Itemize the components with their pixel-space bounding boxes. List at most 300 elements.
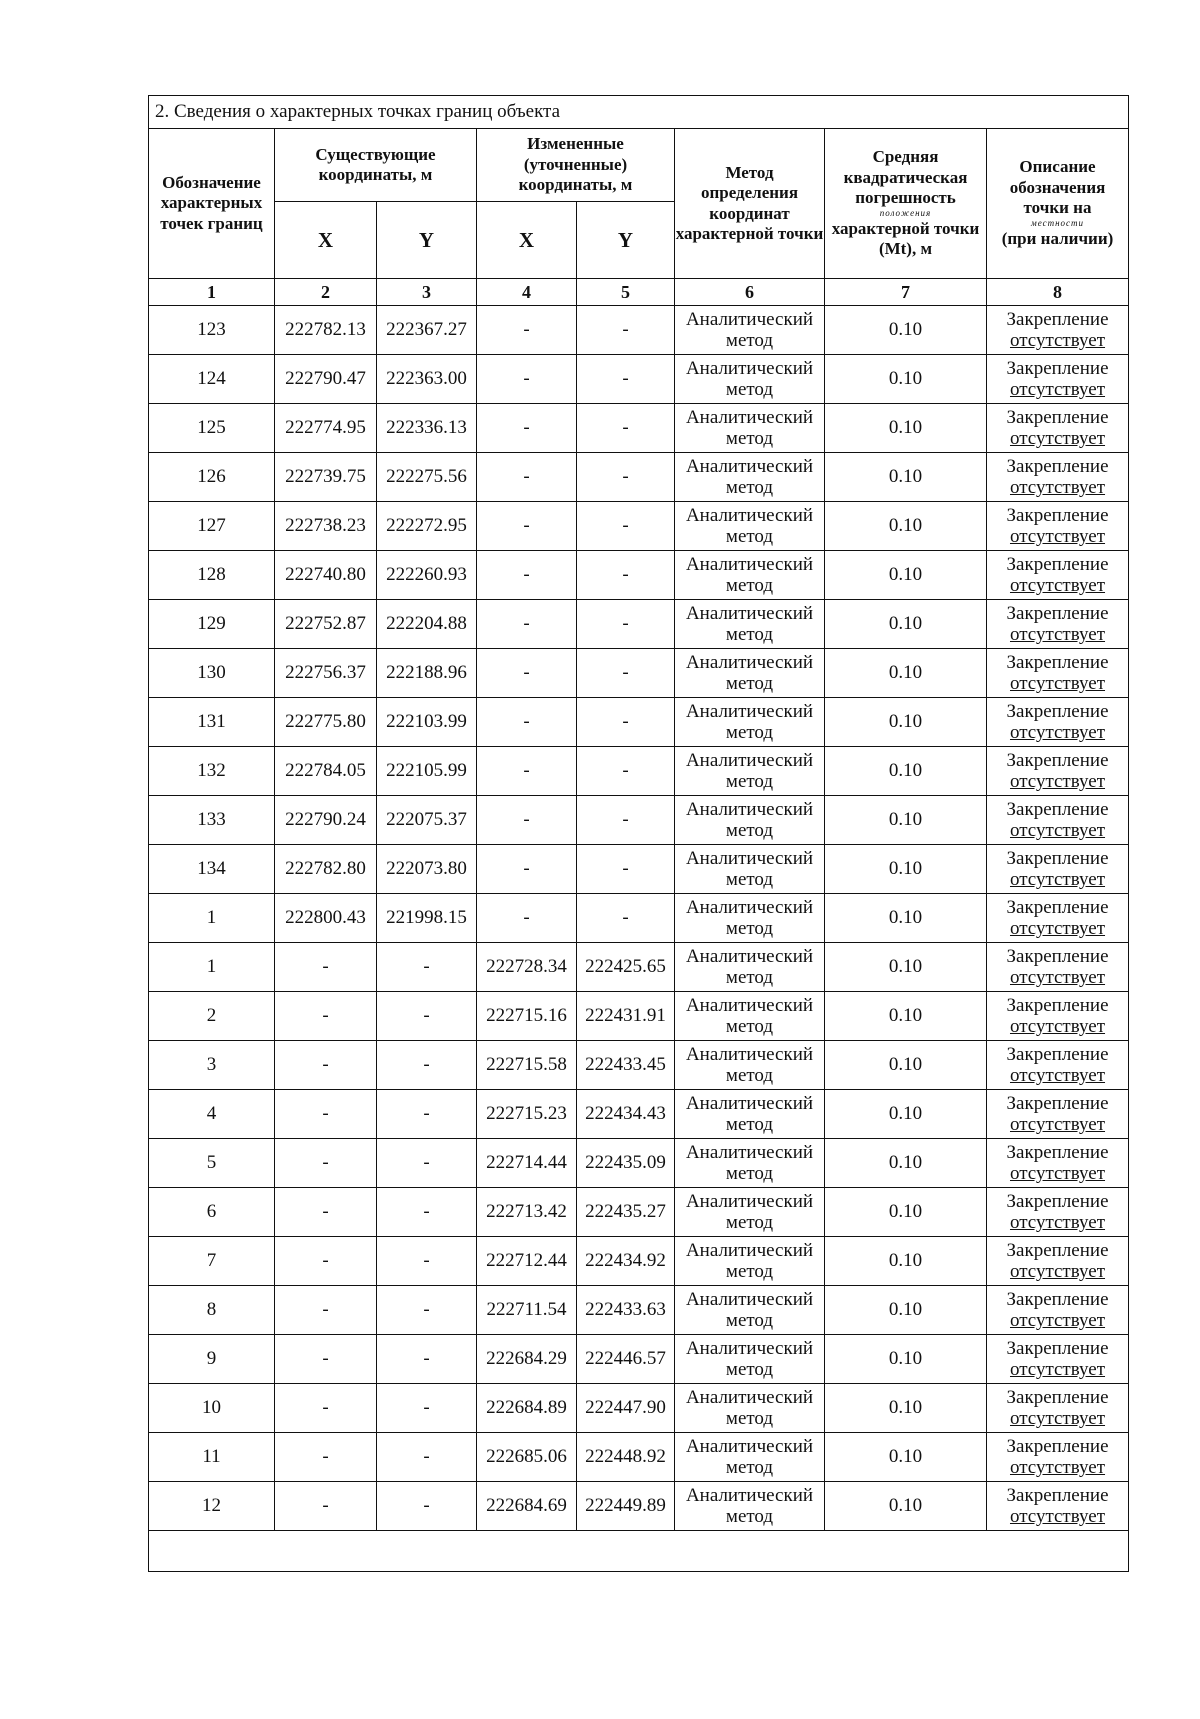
method-text: метод <box>725 1359 774 1380</box>
existing-y-cell: - <box>377 1090 477 1139</box>
error-cell: 0.10 <box>825 845 987 894</box>
description-text: отсутствует <box>1009 1163 1106 1184</box>
existing-x-cell: - <box>275 1188 377 1237</box>
method-cell <box>675 747 825 796</box>
error-cell: 0.10 <box>825 747 987 796</box>
point-cell: 123 <box>149 306 275 355</box>
description-text: отсутствует <box>1009 1212 1106 1233</box>
changed-y-cell: - <box>577 796 675 845</box>
method-text: Аналитический <box>685 1239 814 1261</box>
description-text: отсутствует <box>1009 673 1106 694</box>
changed-x-cell: 222713.42 <box>477 1188 577 1237</box>
existing-y-cell: 222075.37 <box>377 796 477 845</box>
changed-y-cell: - <box>577 306 675 355</box>
description-text: Закрепление <box>1006 1288 1109 1310</box>
description-cell <box>987 306 1129 355</box>
error-cell: 0.10 <box>825 796 987 845</box>
changed-x-cell: - <box>477 502 577 551</box>
method-cell <box>675 845 825 894</box>
description-cell <box>987 453 1129 502</box>
description-text: Закрепление <box>1006 896 1109 918</box>
existing-x-cell: 222782.80 <box>275 845 377 894</box>
method-text: метод <box>725 1408 774 1429</box>
method-text: метод <box>725 379 774 400</box>
existing-y-cell: 222260.93 <box>377 551 477 600</box>
changed-x-cell: - <box>477 453 577 502</box>
description-cell <box>987 894 1129 943</box>
changed-y-cell: - <box>577 551 675 600</box>
description-cell <box>987 649 1129 698</box>
method-text: метод <box>725 869 774 890</box>
method-text: метод <box>725 1457 774 1478</box>
changed-x-cell: - <box>477 698 577 747</box>
method-text: метод <box>725 1261 774 1282</box>
method-cell <box>675 1237 825 1286</box>
column-number: 5 <box>577 279 675 306</box>
changed-y-cell: - <box>577 502 675 551</box>
description-text: отсутствует <box>1009 477 1106 498</box>
method-text: Аналитический <box>685 1190 814 1212</box>
error-cell: 0.10 <box>825 698 987 747</box>
header-existing-y: Y <box>377 202 477 279</box>
point-cell: 2 <box>149 992 275 1041</box>
description-cell <box>987 551 1129 600</box>
point-cell: 12 <box>149 1482 275 1531</box>
changed-x-cell: - <box>477 355 577 404</box>
method-text: Аналитический <box>685 700 814 722</box>
description-text: отсутствует <box>1009 967 1106 988</box>
description-text: Закрепление <box>1006 749 1109 771</box>
method-text: метод <box>725 1212 774 1233</box>
changed-x-cell: - <box>477 551 577 600</box>
description-text: отсутствует <box>1009 1310 1106 1331</box>
method-text: Аналитический <box>685 553 814 575</box>
changed-y-cell: - <box>577 894 675 943</box>
point-cell: 4 <box>149 1090 275 1139</box>
error-cell: 0.10 <box>825 404 987 453</box>
error-cell: 0.10 <box>825 649 987 698</box>
method-cell <box>675 894 825 943</box>
error-cell: 0.10 <box>825 551 987 600</box>
method-text: метод <box>725 428 774 449</box>
column-number: 2 <box>275 279 377 306</box>
description-cell <box>987 796 1129 845</box>
changed-x-cell: - <box>477 600 577 649</box>
description-text: отсутствует <box>1009 869 1106 890</box>
header-error <box>825 129 987 279</box>
point-cell: 1 <box>149 943 275 992</box>
header-method: Метод определения координат характерной точки <box>675 129 825 279</box>
table-row <box>149 845 1129 894</box>
changed-x-cell: 222711.54 <box>477 1286 577 1335</box>
method-text: метод <box>725 1163 774 1184</box>
changed-y-cell: - <box>577 845 675 894</box>
changed-x-cell: 222684.89 <box>477 1384 577 1433</box>
table-row <box>149 551 1129 600</box>
header-changed-x: X <box>477 202 577 279</box>
existing-y-cell: - <box>377 1286 477 1335</box>
method-cell <box>675 649 825 698</box>
changed-x-cell: - <box>477 796 577 845</box>
existing-y-cell: 222204.88 <box>377 600 477 649</box>
description-cell <box>987 1237 1129 1286</box>
method-text: Аналитический <box>685 896 814 918</box>
header-existing-x: X <box>275 202 377 279</box>
existing-x-cell: 222752.87 <box>275 600 377 649</box>
description-text: Закрепление <box>1006 455 1109 477</box>
method-cell <box>675 1286 825 1335</box>
existing-x-cell: - <box>275 1335 377 1384</box>
description-text: отсутствует <box>1009 428 1106 449</box>
changed-x-cell: 222684.69 <box>477 1482 577 1531</box>
empty-footer-cell <box>149 1531 1129 1572</box>
description-text: отсутствует <box>1009 1408 1106 1429</box>
existing-x-cell: - <box>275 1237 377 1286</box>
changed-x-cell: - <box>477 845 577 894</box>
method-cell <box>675 943 825 992</box>
existing-y-cell: 222105.99 <box>377 747 477 796</box>
method-text: метод <box>725 526 774 547</box>
column-number-row <box>149 279 1129 306</box>
existing-y-cell: 222275.56 <box>377 453 477 502</box>
method-cell <box>675 600 825 649</box>
error-cell: 0.10 <box>825 502 987 551</box>
method-text: метод <box>725 1114 774 1135</box>
error-cell: 0.10 <box>825 894 987 943</box>
point-cell: 127 <box>149 502 275 551</box>
point-cell: 10 <box>149 1384 275 1433</box>
method-text: метод <box>725 1065 774 1086</box>
existing-y-cell: 222367.27 <box>377 306 477 355</box>
existing-x-cell: 222784.05 <box>275 747 377 796</box>
method-text: метод <box>725 673 774 694</box>
description-cell <box>987 845 1129 894</box>
changed-x-cell: 222715.58 <box>477 1041 577 1090</box>
changed-y-cell: 222435.27 <box>577 1188 675 1237</box>
existing-x-cell: - <box>275 1139 377 1188</box>
table-row <box>149 747 1129 796</box>
existing-x-cell: 222740.80 <box>275 551 377 600</box>
header-desc-bottom: (при наличии) <box>1001 229 1114 249</box>
point-cell: 1 <box>149 894 275 943</box>
error-cell: 0.10 <box>825 1139 987 1188</box>
existing-x-cell: - <box>275 992 377 1041</box>
empty-footer-row <box>149 1531 1129 1572</box>
description-text: Закрепление <box>1006 602 1109 624</box>
table-row <box>149 698 1129 747</box>
method-text: Аналитический <box>685 406 814 428</box>
method-text: метод <box>725 575 774 596</box>
method-cell <box>675 306 825 355</box>
point-cell: 3 <box>149 1041 275 1090</box>
description-text: Закрепление <box>1006 994 1109 1016</box>
description-text: Закрепление <box>1006 1092 1109 1114</box>
point-cell: 130 <box>149 649 275 698</box>
description-text: Закрепление <box>1006 945 1109 967</box>
error-cell: 0.10 <box>825 453 987 502</box>
changed-y-cell: - <box>577 698 675 747</box>
header-changed-y: Y <box>577 202 675 279</box>
changed-y-cell: 222425.65 <box>577 943 675 992</box>
method-cell <box>675 698 825 747</box>
existing-y-cell: - <box>377 1433 477 1482</box>
method-cell <box>675 1188 825 1237</box>
table-row <box>149 1286 1129 1335</box>
changed-x-cell: 222715.23 <box>477 1090 577 1139</box>
method-text: Аналитический <box>685 749 814 771</box>
table-row <box>149 1482 1129 1531</box>
changed-y-cell: 222447.90 <box>577 1384 675 1433</box>
method-text: Аналитический <box>685 651 814 673</box>
description-text: отсутствует <box>1009 624 1106 645</box>
description-text: Закрепление <box>1006 798 1109 820</box>
description-cell <box>987 600 1129 649</box>
existing-y-cell: - <box>377 943 477 992</box>
point-cell: 124 <box>149 355 275 404</box>
existing-x-cell: - <box>275 1433 377 1482</box>
table-row <box>149 649 1129 698</box>
changed-x-cell: 222715.16 <box>477 992 577 1041</box>
method-text: метод <box>725 1016 774 1037</box>
description-cell <box>987 1482 1129 1531</box>
error-cell: 0.10 <box>825 1188 987 1237</box>
point-cell: 128 <box>149 551 275 600</box>
method-text: метод <box>725 918 774 939</box>
method-cell <box>675 1139 825 1188</box>
description-text: Закрепление <box>1006 1043 1109 1065</box>
changed-x-cell: - <box>477 306 577 355</box>
method-cell <box>675 992 825 1041</box>
changed-y-cell: - <box>577 747 675 796</box>
point-cell: 132 <box>149 747 275 796</box>
error-cell: 0.10 <box>825 1041 987 1090</box>
changed-y-cell: - <box>577 355 675 404</box>
method-text: метод <box>725 624 774 645</box>
description-cell <box>987 1384 1129 1433</box>
method-cell <box>675 453 825 502</box>
table-row <box>149 502 1129 551</box>
method-cell <box>675 1433 825 1482</box>
description-text: Закрепление <box>1006 1190 1109 1212</box>
error-cell: 0.10 <box>825 1237 987 1286</box>
method-text: Аналитический <box>685 798 814 820</box>
description-text: Закрепление <box>1006 700 1109 722</box>
error-cell: 0.10 <box>825 1286 987 1335</box>
table-row <box>149 1384 1129 1433</box>
description-text: Закрепление <box>1006 308 1109 330</box>
changed-y-cell: - <box>577 404 675 453</box>
changed-x-cell: 222684.29 <box>477 1335 577 1384</box>
existing-x-cell: 222774.95 <box>275 404 377 453</box>
changed-x-cell: 222685.06 <box>477 1433 577 1482</box>
existing-x-cell: 222782.13 <box>275 306 377 355</box>
existing-y-cell: 222336.13 <box>377 404 477 453</box>
existing-x-cell: - <box>275 1384 377 1433</box>
point-cell: 5 <box>149 1139 275 1188</box>
existing-x-cell: 222790.47 <box>275 355 377 404</box>
existing-y-cell: - <box>377 1237 477 1286</box>
method-text: Аналитический <box>685 847 814 869</box>
description-cell <box>987 1090 1129 1139</box>
description-text: Закрепление <box>1006 1337 1109 1359</box>
header-error-top: Средняя квадратическая погрешность <box>843 147 968 207</box>
point-cell: 11 <box>149 1433 275 1482</box>
column-number: 7 <box>825 279 987 306</box>
table-row <box>149 306 1129 355</box>
existing-y-cell: - <box>377 1482 477 1531</box>
existing-x-cell: 222756.37 <box>275 649 377 698</box>
method-cell <box>675 1090 825 1139</box>
method-text: Аналитический <box>685 1092 814 1114</box>
column-number: 8 <box>987 279 1129 306</box>
method-cell <box>675 796 825 845</box>
description-text: отсутствует <box>1009 526 1106 547</box>
method-cell <box>675 355 825 404</box>
description-text: Закрепление <box>1006 1435 1109 1457</box>
method-text: Аналитический <box>685 602 814 624</box>
existing-y-cell: - <box>377 992 477 1041</box>
header-error-bottom: характерной точки (Mt), м <box>831 219 980 259</box>
changed-y-cell: 222435.09 <box>577 1139 675 1188</box>
existing-y-cell: - <box>377 1384 477 1433</box>
method-text: Аналитический <box>685 455 814 477</box>
description-cell <box>987 943 1129 992</box>
description-cell <box>987 1433 1129 1482</box>
table-row <box>149 1335 1129 1384</box>
existing-x-cell: 222800.43 <box>275 894 377 943</box>
error-cell: 0.10 <box>825 306 987 355</box>
changed-x-cell: - <box>477 894 577 943</box>
existing-x-cell: 222790.24 <box>275 796 377 845</box>
point-cell: 7 <box>149 1237 275 1286</box>
description-text: отсутствует <box>1009 1359 1106 1380</box>
description-text: отсутствует <box>1009 330 1106 351</box>
description-text: Закрепление <box>1006 651 1109 673</box>
existing-y-cell: - <box>377 1335 477 1384</box>
header-desc-top: Описание обозначения точки на <box>1009 157 1106 218</box>
existing-y-cell: - <box>377 1139 477 1188</box>
point-cell: 8 <box>149 1286 275 1335</box>
table-row <box>149 1188 1129 1237</box>
column-number: 3 <box>377 279 477 306</box>
method-text: Аналитический <box>685 1288 814 1310</box>
description-cell <box>987 1041 1129 1090</box>
description-text: отсутствует <box>1009 771 1106 792</box>
changed-y-cell: 222448.92 <box>577 1433 675 1482</box>
description-text: Закрепление <box>1006 504 1109 526</box>
column-number: 1 <box>149 279 275 306</box>
method-text: метод <box>725 1310 774 1331</box>
changed-x-cell: 222714.44 <box>477 1139 577 1188</box>
header-existing-coords: Существующие координаты, м <box>275 129 477 202</box>
existing-y-cell: 222073.80 <box>377 845 477 894</box>
description-cell <box>987 698 1129 747</box>
description-text: отсутствует <box>1009 575 1106 596</box>
changed-y-cell: 222446.57 <box>577 1335 675 1384</box>
table-row <box>149 1139 1129 1188</box>
header-point-designation: Обозначение характерных точек границ <box>149 129 275 279</box>
existing-x-cell: - <box>275 1286 377 1335</box>
method-text: метод <box>725 330 774 351</box>
table-row <box>149 404 1129 453</box>
changed-x-cell: - <box>477 649 577 698</box>
method-cell <box>675 1335 825 1384</box>
method-text: метод <box>725 967 774 988</box>
method-text: Аналитический <box>685 1435 814 1457</box>
table-row <box>149 1433 1129 1482</box>
existing-x-cell: - <box>275 1041 377 1090</box>
column-number: 4 <box>477 279 577 306</box>
description-text: отсутствует <box>1009 918 1106 939</box>
method-text: метод <box>725 820 774 841</box>
error-cell: 0.10 <box>825 1090 987 1139</box>
existing-y-cell: - <box>377 1041 477 1090</box>
description-text: Закрепление <box>1006 357 1109 379</box>
description-cell <box>987 992 1129 1041</box>
existing-y-cell: - <box>377 1188 477 1237</box>
point-cell: 134 <box>149 845 275 894</box>
existing-x-cell: - <box>275 943 377 992</box>
changed-y-cell: 222433.45 <box>577 1041 675 1090</box>
existing-y-cell: 222103.99 <box>377 698 477 747</box>
changed-x-cell: 222728.34 <box>477 943 577 992</box>
changed-y-cell: - <box>577 453 675 502</box>
point-cell: 133 <box>149 796 275 845</box>
description-text: Закрепление <box>1006 553 1109 575</box>
error-cell: 0.10 <box>825 1335 987 1384</box>
existing-x-cell: 222775.80 <box>275 698 377 747</box>
changed-y-cell: 222434.92 <box>577 1237 675 1286</box>
description-text: Закрепление <box>1006 1141 1109 1163</box>
point-cell: 9 <box>149 1335 275 1384</box>
existing-x-cell: 222738.23 <box>275 502 377 551</box>
method-text: Аналитический <box>685 994 814 1016</box>
method-cell <box>675 1482 825 1531</box>
changed-y-cell: - <box>577 600 675 649</box>
description-text: отсутствует <box>1009 1506 1106 1527</box>
header-changed-coords: Измененные (уточненные) координаты, м <box>477 129 675 202</box>
description-text: отсутствует <box>1009 1016 1106 1037</box>
method-text: метод <box>725 771 774 792</box>
description-text: отсутствует <box>1009 722 1106 743</box>
point-cell: 6 <box>149 1188 275 1237</box>
changed-x-cell: - <box>477 747 577 796</box>
description-text: Закрепление <box>1006 406 1109 428</box>
description-text: Закрепление <box>1006 1239 1109 1261</box>
method-cell <box>675 1041 825 1090</box>
method-cell <box>675 502 825 551</box>
error-cell: 0.10 <box>825 1433 987 1482</box>
method-text: метод <box>725 1506 774 1527</box>
method-text: Аналитический <box>685 504 814 526</box>
table-row <box>149 1041 1129 1090</box>
error-cell: 0.10 <box>825 1482 987 1531</box>
existing-x-cell: - <box>275 1090 377 1139</box>
description-cell <box>987 1188 1129 1237</box>
error-cell: 0.10 <box>825 355 987 404</box>
table-row <box>149 992 1129 1041</box>
existing-y-cell: 222188.96 <box>377 649 477 698</box>
description-cell <box>987 1139 1129 1188</box>
description-text: отсутствует <box>1009 379 1106 400</box>
description-cell <box>987 1286 1129 1335</box>
method-text: Аналитический <box>685 1043 814 1065</box>
table-row <box>149 1237 1129 1286</box>
method-text: Аналитический <box>685 1386 814 1408</box>
table-row <box>149 943 1129 992</box>
description-text: отсутствует <box>1009 820 1106 841</box>
description-text: отсутствует <box>1009 1114 1106 1135</box>
